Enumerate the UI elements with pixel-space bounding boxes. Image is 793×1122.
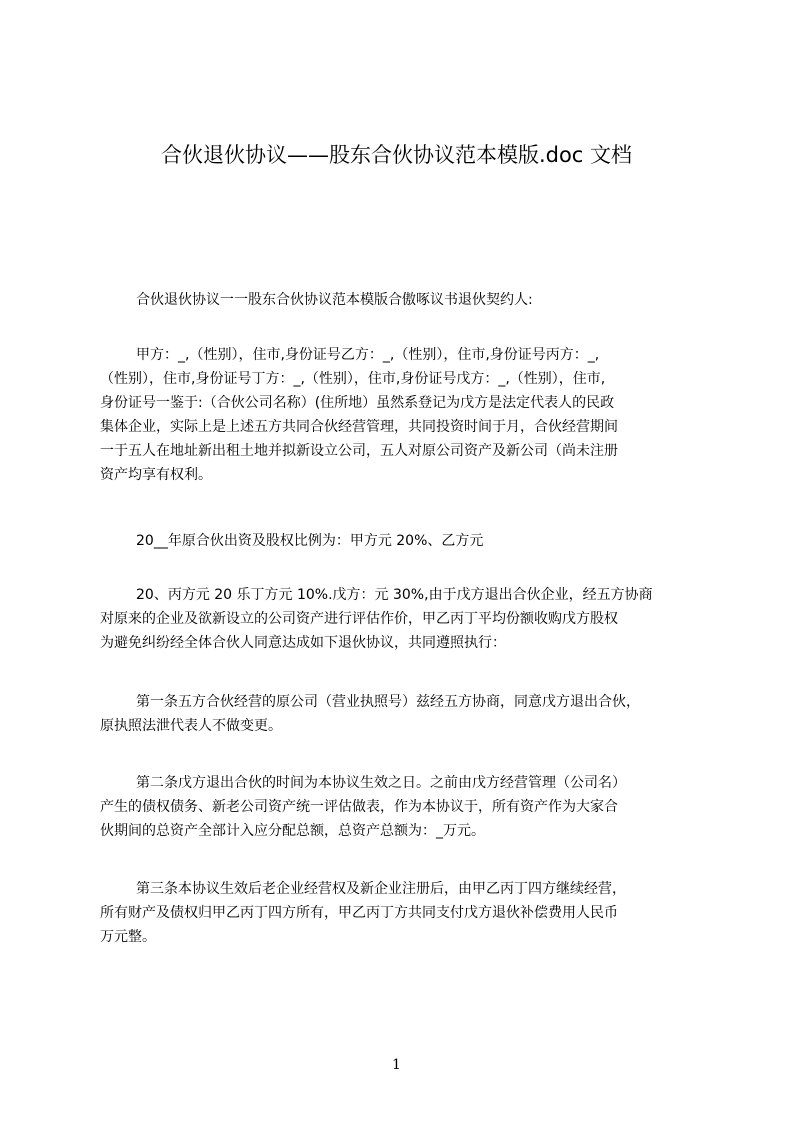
paragraph-line: 产生的债权债务、新老公司资产统一评估做表，作为本协议于，所有资产作为大家合 [100, 799, 618, 815]
article-1 [100, 690, 712, 738]
paragraph-line: 甲方：_,（性别），住市,身份证号乙方：_,（性别），住市,身份证号丙方：_, [136, 347, 600, 363]
paragraph-line: 为避免纠纷经全体合伙人同意达成如下退伙协议，共同遵照执行： [100, 635, 506, 651]
article-3 [100, 877, 712, 949]
paragraph-line: 20__年原合伙出资及股权比例为：甲方元 20%、乙方元 [136, 533, 484, 549]
paragraph-line: 一于五人在地址新出租土地并拟新设立公司，五人对原公司资产及新公司（尚未注册 [100, 443, 618, 459]
paragraph-line: 身份证号一鉴于:（合伙公司名称）(住所地）虽然系登记为戊方是法定代表人的民政 [100, 395, 615, 411]
paragraph-line: 第一条五方合伙经营的原公司（营业执照号）兹经五方协商，同意戊方退出合伙， [136, 694, 640, 710]
paragraph-line: 资产均享有权利。 [100, 467, 212, 483]
paragraph-line: 合伙退伙协议一一股东合伙协议范本模版合傲啄议书退伙契约人: [136, 292, 533, 308]
paragraph-line: 伙期间的总资产全部计入应分配总额，总资产总额为：_万元。 [100, 823, 485, 839]
paragraph-line: 原执照法泄代表人不做变更。 [100, 718, 282, 734]
paragraph-valuation [100, 583, 712, 655]
paragraph-line: 第三条本协议生效后老企业经营权及新企业注册后，由甲乙丙丁四方继续经营， [136, 881, 626, 897]
document-title: 合伙退伙协议——股东合伙协议范本模版.doc 文档 [160, 143, 633, 167]
paragraph-parties [100, 343, 712, 487]
paragraph-equity-ratio [100, 529, 712, 553]
paragraph-line: 所有财产及债权归甲乙丙丁四方所有，甲乙丙丁方共同支付戊方退伙补偿费用人民币 [100, 905, 618, 921]
paragraph-line: 集体企业，实际上是上述五方共同合伙经营管理，共同投资时间于月，合伙经营期间 [100, 419, 618, 435]
paragraph-line: 对原来的企业及欲新设立的公司资产进行评估作价，甲乙丙丁平均份额收购戊方股权 [100, 611, 618, 627]
article-2 [100, 771, 712, 843]
paragraph-line: （性别），住市,身份证号丁方：_,（性别），住市,身份证号戊方：_,（性别），住市, [100, 371, 606, 387]
page-number: 1 [392, 1057, 401, 1073]
paragraph-intro [100, 288, 712, 312]
paragraph-line: 万元整。 [100, 929, 156, 945]
paragraph-line: 20、丙方元 20 乐丁方元 10%.戊方：元 30%,由于戊方退出合伙企业，经五方协商 [136, 587, 653, 603]
paragraph-line: 第二条戊方退出合伙的时间为本协议生效之日。之前由戊方经营管理（公司名） [136, 775, 626, 791]
